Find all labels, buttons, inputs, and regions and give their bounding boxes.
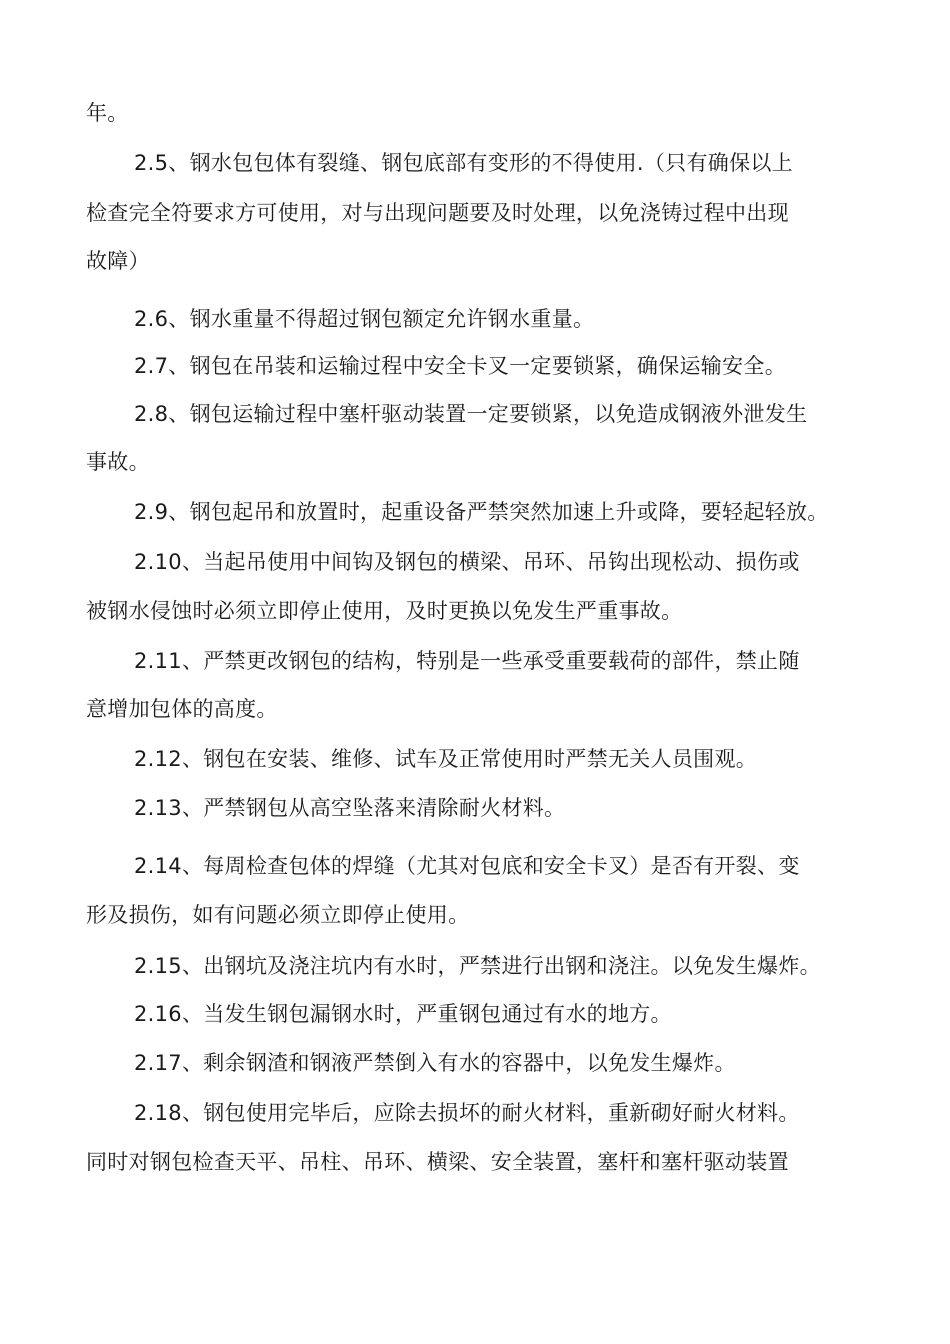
text-line-17: 形及损伤，如有问题必须立即停止使用。 bbox=[86, 903, 470, 927]
text-line-11: 被钢水侵蚀时必须立即停止使用，及时更换以免发生严重事故。 bbox=[86, 599, 683, 623]
text-line-6: 2.7、钢包在吊装和运输过程中安全卡叉一定要锁紧，确保运输安全。 bbox=[134, 354, 786, 378]
text-line-14: 2.12、钢包在安装、维修、试车及正常使用时严禁无关人员围观。 bbox=[134, 747, 758, 771]
text-line-2: 2.5、钢水包包体有裂缝、钢包底部有变形的不得使用.（只有确保以上 bbox=[134, 151, 793, 175]
text-line-18: 2.15、出钢坑及浇注坑内有水时，严禁进行出钢和浇注。以免发生爆炸。 bbox=[134, 954, 821, 978]
text-line-1: 年。 bbox=[86, 101, 129, 125]
text-line-3: 检查完全符要求方可使用，对与出现问题要及时处理，以免浇铸过程中出现 bbox=[86, 201, 789, 225]
text-line-7: 2.8、钢包运输过程中塞杆驱动装置一定要锁紧，以免造成钢液外泄发生 bbox=[134, 402, 808, 426]
text-line-13: 意增加包体的高度。 bbox=[86, 697, 278, 721]
text-line-12: 2.11、严禁更改钢包的结构，特别是一些承受重要载荷的部件，禁止随 bbox=[134, 649, 800, 673]
text-line-22: 同时对钢包检查天平、吊柱、吊环、横梁、安全装置，塞杆和塞杆驱动装置 bbox=[86, 1150, 789, 1174]
text-line-9: 2.9、钢包起吊和放置时，起重设备严禁突然加速上升或降，要轻起轻放。 bbox=[134, 500, 829, 524]
text-line-8: 事故。 bbox=[86, 450, 150, 474]
text-line-15: 2.13、严禁钢包从高空坠落来清除耐火材料。 bbox=[134, 796, 566, 820]
text-line-21: 2.18、钢包使用完毕后，应除去损坏的耐火材料，重新砌好耐火材料。 bbox=[134, 1101, 800, 1125]
text-line-16: 2.14、每周检查包体的焊缝（尤其对包底和安全卡叉）是否有开裂、变 bbox=[134, 854, 800, 878]
text-line-19: 2.16、当发生钢包漏钢水时，严重钢包通过有水的地方。 bbox=[134, 1002, 672, 1026]
text-line-10: 2.10、当起吊使用中间钩及钢包的横梁、吊环、吊钩出现松动、损伤或 bbox=[134, 550, 800, 574]
text-line-5: 2.6、钢水重量不得超过钢包额定允许钢水重量。 bbox=[134, 307, 595, 331]
text-line-20: 2.17、剩余钢渣和钢液严禁倒入有水的容器中，以免发生爆炸。 bbox=[134, 1051, 736, 1075]
text-line-4: 故障） bbox=[86, 249, 150, 273]
